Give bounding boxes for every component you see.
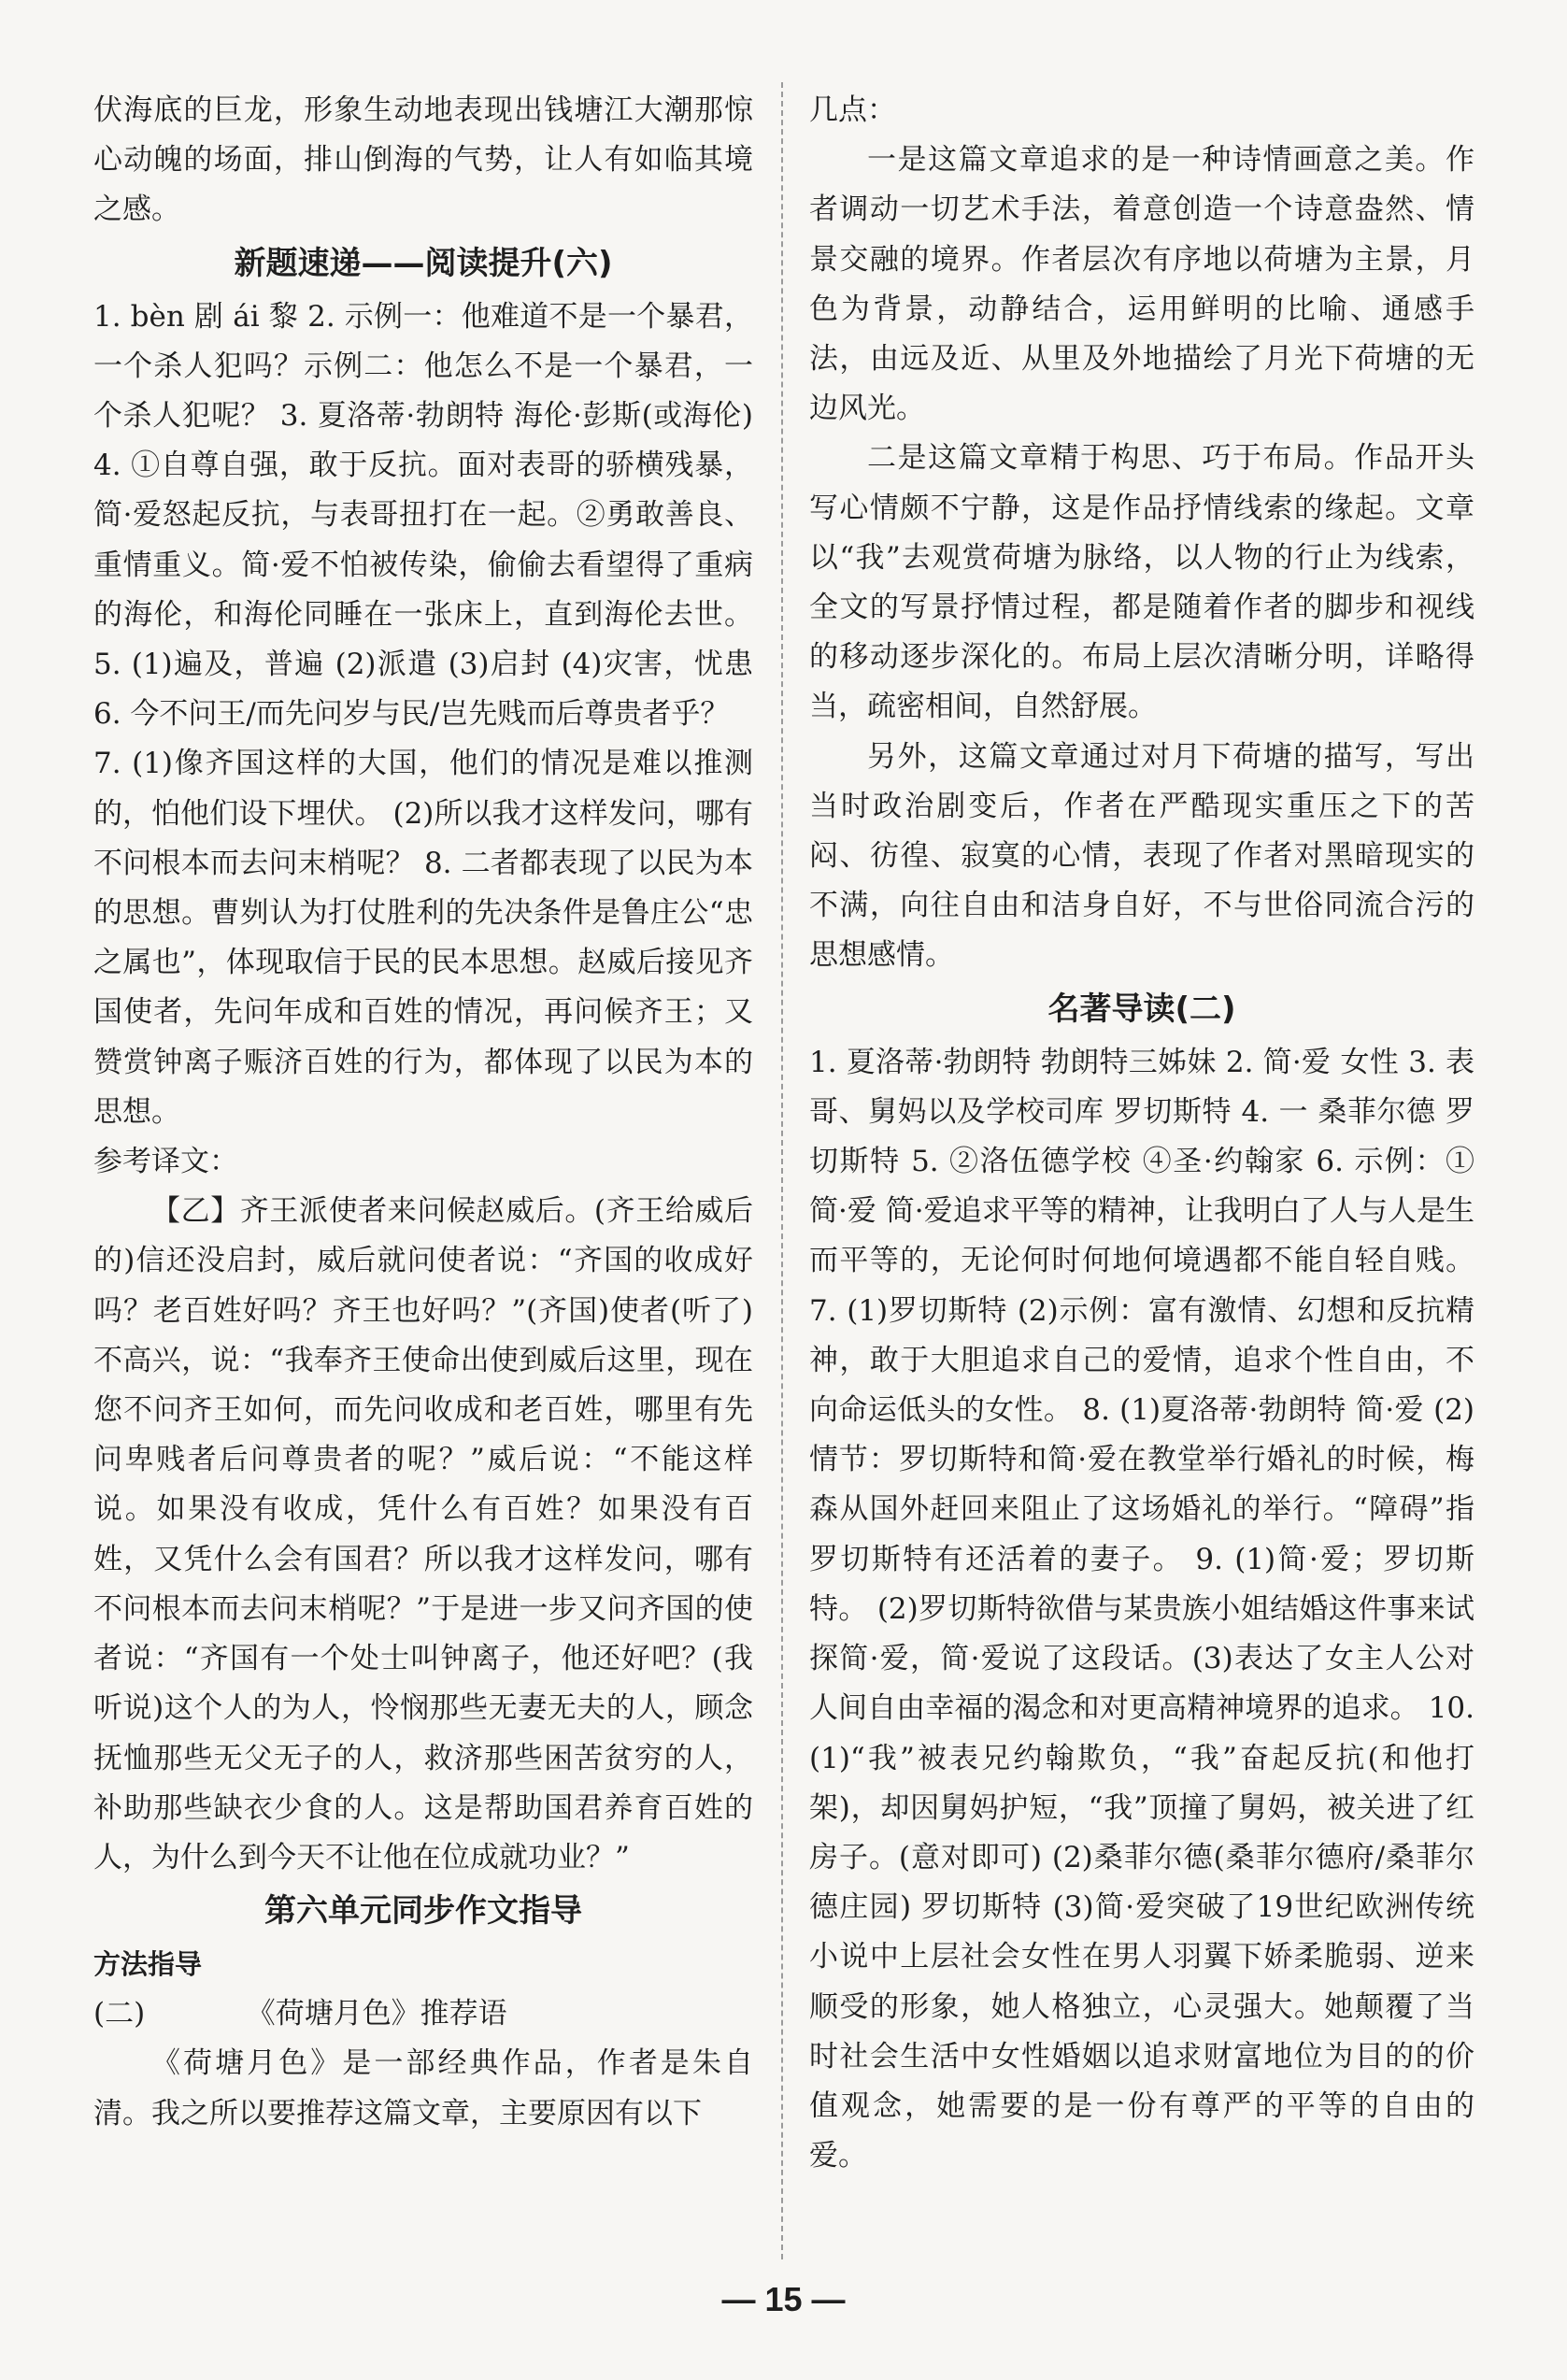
recommendation-subtitle: (二) 《荷塘月色》推荐语	[93, 1997, 507, 2031]
reference-translation-label: 参考译文：	[93, 1145, 238, 1179]
reference-translation: 【乙】齐王派使者来问候赵威后。(齐王给威后的)信还没启封，威后就问使者说：“齐国的收成好吗？老百姓好吗？齐王也好吗？”(齐国)使者(听了)不高兴，说：“我奉齐王使命出使到威后这里，现在您不问齐王如何，而先问收成和老百姓，哪里有先问卑贱者后问尊贵者的呢？”威后说：“不能这样说。如果没有收成，凭什么有百姓？如果没有百姓，又凭什么会有国君？所以我才这样发问，哪有不问根本而去问末梢呢？”于是进一步又问齐国的使者说：“齐国有一个处士叫钟离子，他还好吧？(我听说)这个人的为人，怜悯那些无妻无夫的人，顾念抚恤那些无父无子的人，救济那些困苦贫穷的人，补助那些缺衣少食的人。这是帮助国君养育百姓的人，为什么到今天不让他在位成就功业？”	[93, 1194, 753, 1874]
reason-one-paragraph: 一是这篇文章追求的是一种诗情画意之美。作者调动一切艺术手法，着意创造一个诗意盎然、情景交融的境界。作者层次有序地以荷塘为主景，月色为背景，动静结合，运用鲜明的比喻、通感手法，由远及近、从里及外地描绘了月光下荷塘的无边风光。	[809, 143, 1474, 426]
left-column	[93, 86, 753, 2139]
reading-answers: 1. bèn 剧 ái 黎 2. 示例一：他难道不是一个暴君，一个杀人犯吗？示例二：他怎么不是一个暴君，一个杀人犯呢？ 3. 夏洛蒂·勃朗特 海伦·彭斯(或海伦) 4. ①自尊自强，敢于反抗。面对表哥的骄横残暴，简·爱怒起反抗，与表哥扭打在一起。②勇敢善良、重情重义。简·爱不怕被传染，偷偷去看望得了重病的海伦，和海伦同睡在一张床上，直到海伦去世。 5. (1)遍及，普遍 (2)派遣 (3)启封 (4)灾害，忧患 6. 今不问王/而先问岁与民/岂先贱而后尊贵者乎？	[93, 299, 753, 732]
recommendation-continued: 几点：	[809, 93, 896, 127]
right-column	[809, 86, 1474, 2181]
reason-two-paragraph: 二是这篇文章精于构思、巧于布局。作品开头写心情颇不宁静，这是作品抒情线索的缘起。文章以“我”去观赏荷塘为脉络，以人物的行止为线索，全文的写景抒情过程，都是随着作者的脚步和视线的移动逐步深化的。布局上层次清晰分明，详略得当，疏密相间，自然舒展。	[809, 441, 1474, 724]
reason-three-paragraph: 另外，这篇文章通过对月下荷塘的描写，写出当时政治剧变后，作者在严酷现实重压之下的苦闷、彷徨、寂寞的心情，表现了作者对黑暗现实的不满，向往自由和洁身自好，不与世俗同流合污的思想感情。	[809, 739, 1474, 973]
recommendation-paragraph: 《荷塘月色》是一部经典作品，作者是朱自清。我之所以要推荐这篇文章，主要原因有以下	[93, 2046, 753, 2131]
column-divider	[781, 82, 783, 2259]
reading-section-title: 新题速递——阅读提升(六)	[234, 244, 613, 282]
reading-answers-continued: 7. (1)像齐国这样的大国，他们的情况是难以推测的，怕他们设下埋伏。 (2)所以我才这样发问，哪有不问根本而去问末梢呢？ 8. 二者都表现了以民为本的思想。曹刿认为打仗胜利的先决条件是鲁庄公“忠之属也”，体现取信于民的民本思想。赵威后接见齐国使者，先问年成和百姓的情况，再问候齐王；又赞赏钟离子赈济百姓的行为，都体现了以民为本的思想。	[93, 747, 753, 1129]
writing-guide-title: 第六单元同步作文指导	[264, 1892, 582, 1931]
intro-paragraph: 伏海底的巨龙，形象生动地表现出钱塘江大潮那惊心动魄的场面，排山倒海的气势，让人有如临其境之感。	[93, 93, 753, 227]
page-number: — 15 —	[721, 2280, 846, 2318]
method-guide-heading: 方法指导	[93, 1948, 203, 1981]
classics-section-title: 名著导读(二)	[1047, 990, 1236, 1028]
classics-answers: 1. 夏洛蒂·勃朗特 勃朗特三姊妹 2. 简·爱 女性 3. 表哥、舅妈以及学校司库 罗切斯特 4. 一 桑菲尔德 罗切斯特 5. ②洛伍德学校 ④圣·约翰家 6. 示例：① 简·爱 简·爱追求平等的精神，让我明白了人与人是生而平等的，无论何时何地何境遇都不能自轻自贱。 7. (1)罗切斯特 (2)示例：富有激情、幻想和反抗精神，敢于大胆追求自己的爱情，追求个性自由，不向命运低头的女性。 8. (1)夏洛蒂·勃朗特 简·爱 (2)情节：罗切斯特和简·爱在教堂举行婚礼的时候，梅森从国外赶回来阻止了这场婚礼的举行。“障碍”指罗切斯特有还活着的妻子。 9. (1)简·爱；罗切斯特。 (2)罗切斯特欲借与某贵族小姐结婚这件事来试探简·爱，简·爱说了这段话。(3)表达了女主人公对人间自由幸福的渴念和对更高精神境界的追求。 10. (1)“我”被表兄约翰欺负，“我”奋起反抗(和他打架)，却因舅妈护短，“我”顶撞了舅妈，被关进了红房子。(意对即可) (2)桑菲尔德(桑菲尔德府/桑菲尔德庄园) 罗切斯特 (3)简·爱突破了19世纪欧洲传统小说中上层社会女性在男人羽翼下娇柔脆弱、逆来顺受的形象，她人格独立，心灵强大。她颠覆了当时社会生活中女性婚姻以追求财富地位为目的的价值观念，她需要的是一份有尊严的平等的自由的爱。	[809, 1045, 1474, 2173]
